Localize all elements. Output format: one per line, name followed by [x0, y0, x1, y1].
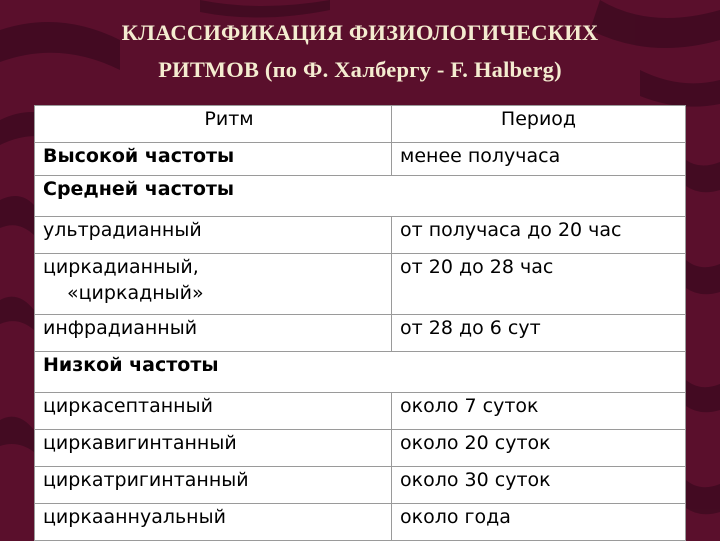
period-cell: около 30 суток	[392, 467, 686, 504]
rhythm-name: циркадианный,	[43, 256, 199, 278]
table-row	[35, 504, 686, 541]
table-header-row	[35, 106, 686, 143]
table-row	[35, 467, 686, 504]
rhythm-classification-table	[34, 105, 686, 541]
rhythm-cell: циркааннуальный	[35, 504, 392, 541]
period-cell: около года	[392, 504, 686, 541]
group-label-medium: Средней частоты	[35, 176, 686, 217]
period-cell: менее получаса	[392, 143, 686, 176]
group-row-medium	[35, 176, 686, 217]
table-row	[35, 393, 686, 430]
rhythm-cell: инфрадианный	[35, 315, 392, 352]
title-line-2: РИТМОВ (по Ф. Халбергу - F. Halberg)	[158, 57, 562, 82]
period-cell: от 28 до 6 сут	[392, 315, 686, 352]
table-row	[35, 143, 686, 176]
title-line-1: КЛАССИФИКАЦИЯ ФИЗИОЛОГИЧЕСКИХ	[121, 20, 599, 45]
table-row	[35, 254, 686, 315]
period-cell: около 20 суток	[392, 430, 686, 467]
table-row	[35, 430, 686, 467]
table-row	[35, 315, 686, 352]
rhythm-cell: ультрадианный	[35, 217, 392, 254]
header-rhythm: Ритм	[35, 106, 392, 143]
rhythm-cell	[35, 254, 392, 315]
group-label-high: Высокой частоты	[35, 143, 392, 176]
slide-title	[0, 14, 720, 88]
rhythm-cell: циркавигинтанный	[35, 430, 392, 467]
header-period: Период	[392, 106, 686, 143]
rhythm-cell: циркатригинтанный	[35, 467, 392, 504]
period-cell: от получаса до 20 час	[392, 217, 686, 254]
group-row-low	[35, 352, 686, 393]
rhythm-alt-name: «циркадный»	[67, 282, 204, 304]
period-cell: от 20 до 28 час	[392, 254, 686, 315]
table-row	[35, 217, 686, 254]
group-label-low: Низкой частоты	[35, 352, 686, 393]
period-cell: около 7 суток	[392, 393, 686, 430]
rhythm-cell: циркасептанный	[35, 393, 392, 430]
